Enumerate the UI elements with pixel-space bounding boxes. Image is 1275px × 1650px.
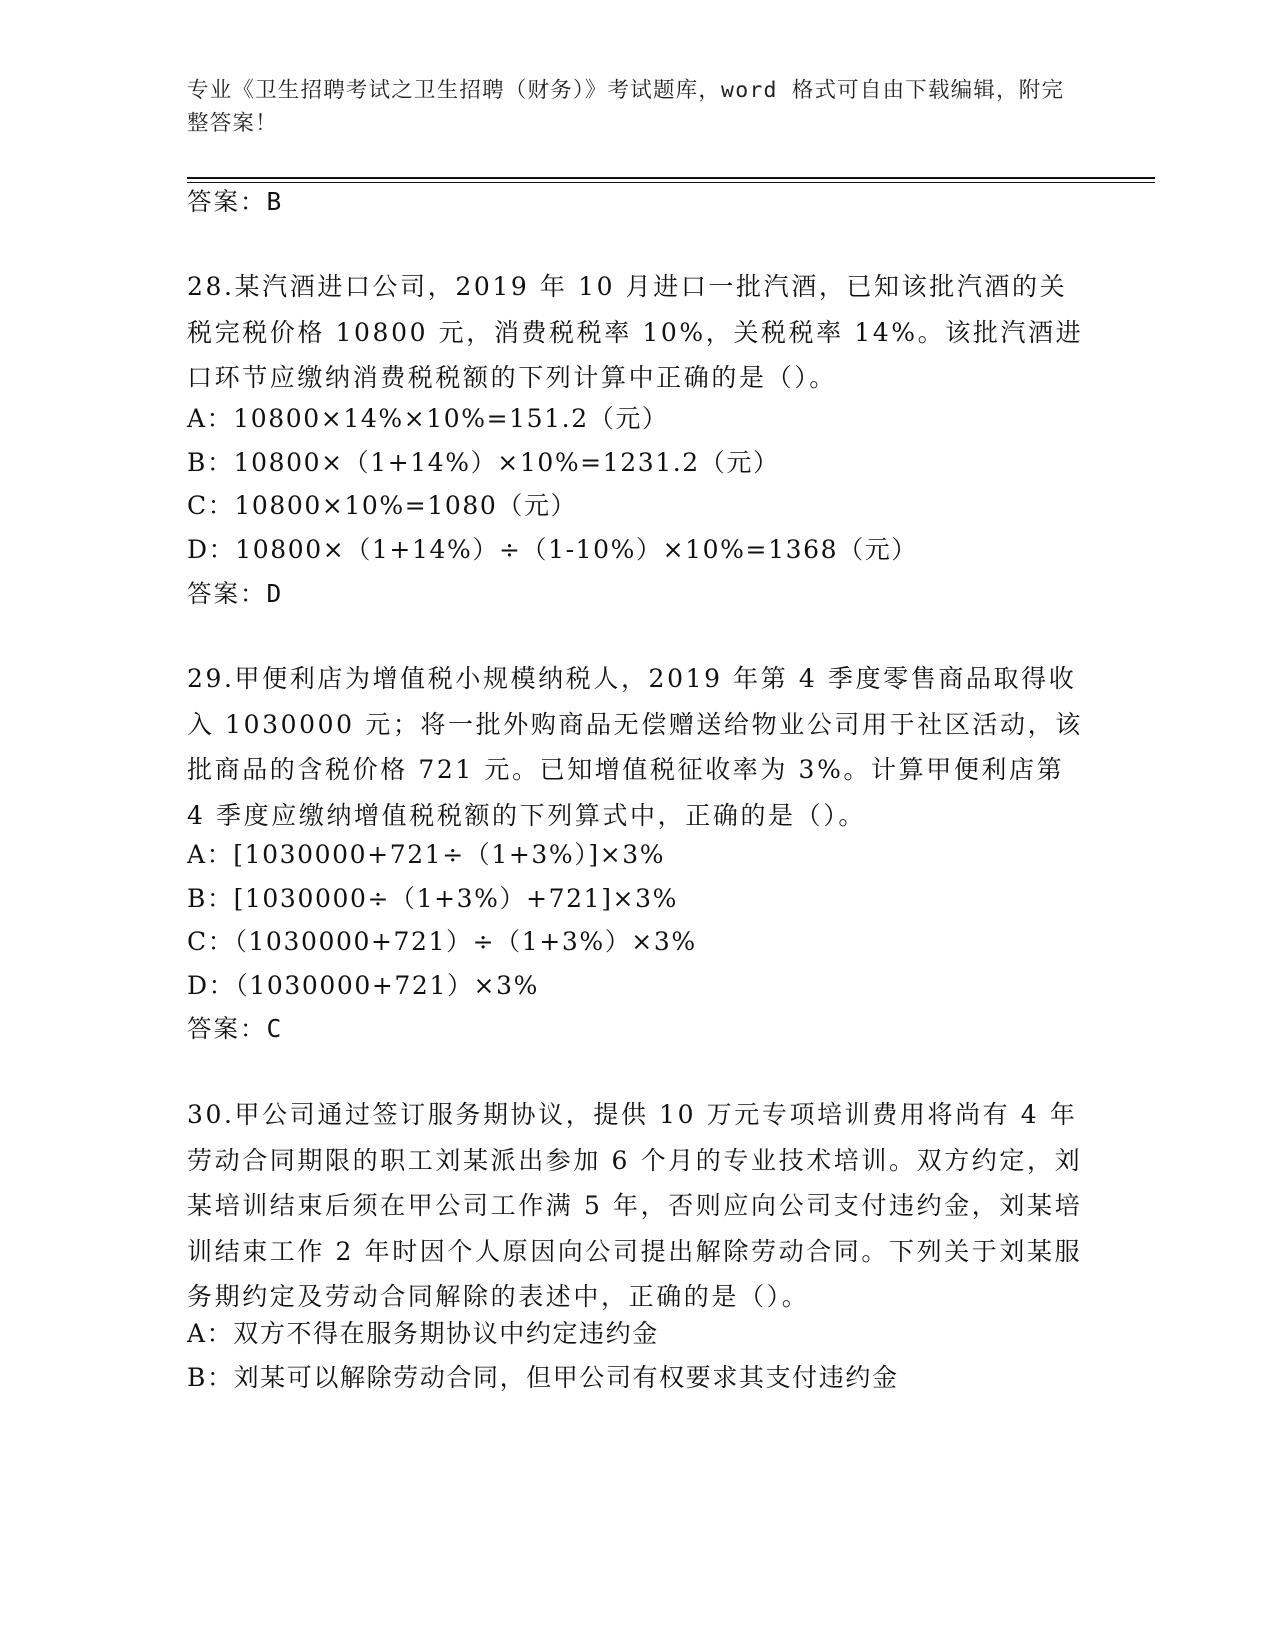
page-header: 专业《卫生招聘考试之卫生招聘（财务）》考试题库，word 格式可自由下载编辑，附完整答案！: [187, 78, 1065, 136]
header-divider-thin: [187, 182, 1155, 183]
question-28-option-a: A：10800×14%×10%=151.2（元）: [187, 404, 669, 433]
header-divider: [187, 177, 1155, 179]
question-29-option-d: D：（1030000+721）×3%: [187, 971, 539, 1000]
question-29-option-b: B：[1030000÷（1+3%）+721]×3%: [187, 884, 678, 913]
question-28-option-d: D：10800×（1+14%）÷（1-10%）×10%=1368（元）: [187, 535, 918, 564]
question-28-text: 28.某汽酒进口公司，2019 年 10 月进口一批汽酒，已知该批汽酒的关税完税价格 10800 元，消费税税率 10%，关税税率 14%。该批汽酒进口环节应缴纳消费税税额的下列计算中正确的是（）。: [187, 272, 1084, 392]
question-28-option-c: C：10800×10%=1080（元）: [187, 491, 578, 520]
question-30-text: 30.甲公司通过签订服务期协议，提供 10 万元专项培训费用将尚有 4 年劳动合同期限的职工刘某派出参加 6 个月的专业技术培训。双方约定，刘某培训结束后须在甲公司工作满 5 年，否则应向公司支付违约金，刘某培训结束工作 2 年时因个人原因向公司提出解除劳动合同。下列关于刘某服务期约定及劳动合同解除的表述中，正确的是（）。: [187, 1100, 1083, 1311]
question-29-text: 29.甲便利店为增值税小规模纳税人，2019 年第 4 季度零售商品取得收入 1030000 元；将一批外购商品无偿赠送给物业公司用于社区活动，该批商品的含税价格 721 元。已知增值税征收率为 3%。计算甲便利店第 4 季度应缴纳增值税税额的下列算式中，正确的是（）。: [187, 664, 1083, 830]
question-28-option-b: B：10800×（1+14%）×10%=1231.2（元）: [187, 448, 780, 477]
question-29-option-a: A：[1030000+721÷（1+3%）]×3%: [187, 840, 666, 869]
question-28-answer: 答案：D: [187, 579, 284, 608]
question-30-option-b: B：刘某可以解除劳动合同，但甲公司有权要求其支付违约金: [187, 1363, 899, 1392]
question-30-option-a: A：双方不得在服务期协议中约定违约金: [187, 1319, 659, 1348]
answer-previous: 答案：B: [187, 187, 284, 216]
question-29-option-c: C：（1030000+721）÷（1+3%）×3%: [187, 927, 697, 956]
question-29-answer: 答案：C: [187, 1014, 284, 1043]
